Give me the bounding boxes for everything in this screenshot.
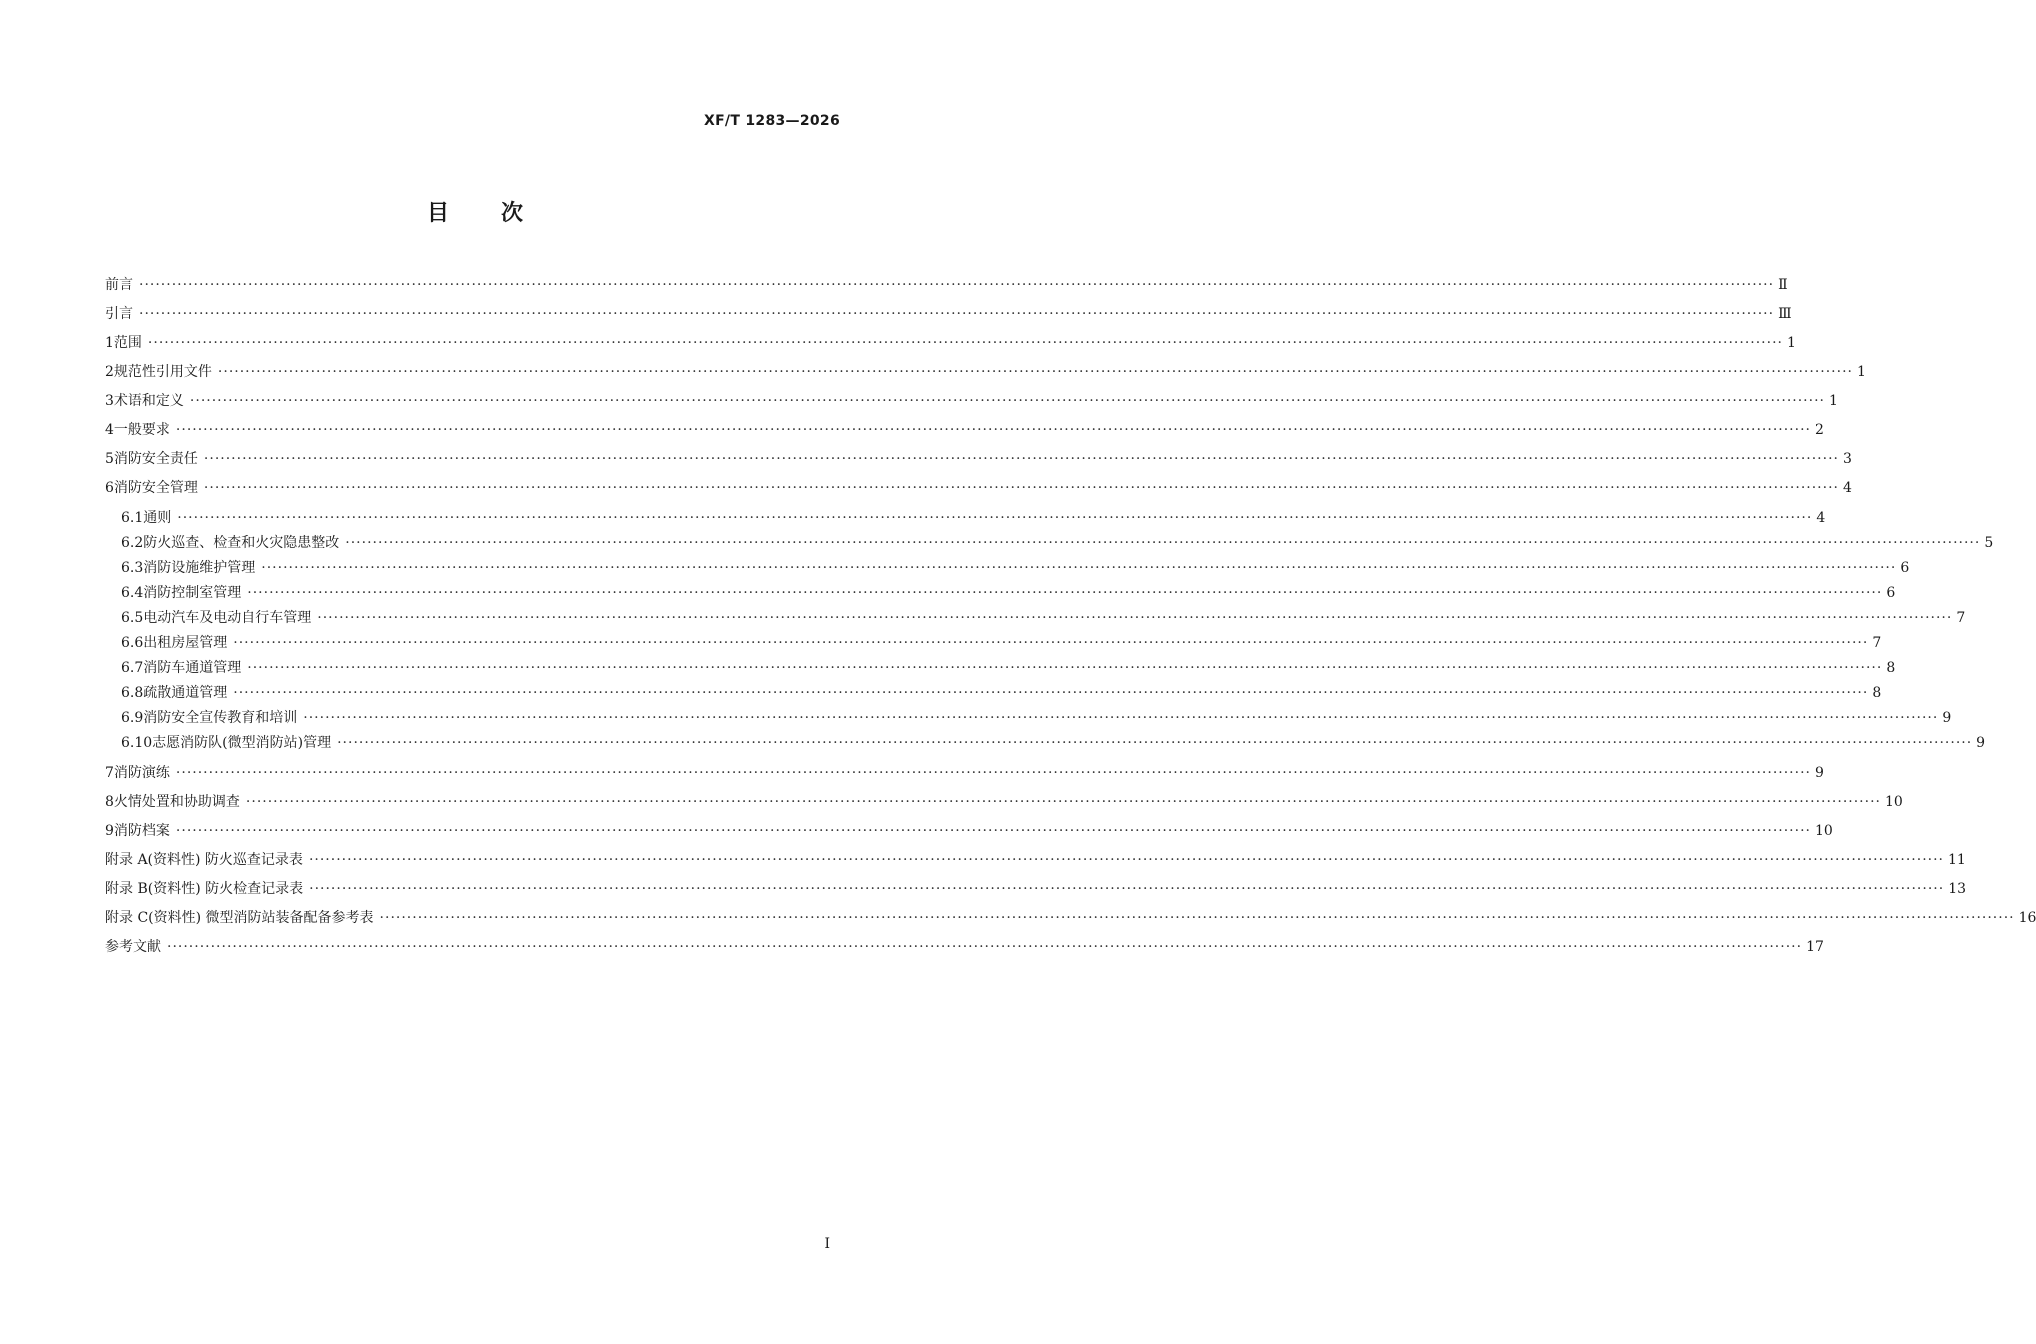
toc-entry-label: 消防控制室管理 [143, 585, 242, 601]
toc-entry-page: 4 [1816, 510, 1826, 526]
toc-entry-number: 4 [105, 422, 114, 438]
toc-entry-number: 9 [105, 823, 114, 839]
toc-dot-leader: ············································································································································································································································································································ [379, 910, 2015, 926]
toc-entry[interactable] [105, 362, 1866, 382]
toc-entry[interactable] [105, 420, 1824, 440]
toc-entry[interactable] [105, 937, 1824, 957]
toc-entry-label: 火情处置和协助调查 [113, 794, 240, 810]
toc-entry-page: 1 [1856, 364, 1866, 380]
toc-dot-leader: ············································································································································································································································································································ [345, 535, 1981, 551]
toc-entry-page: 13 [1948, 881, 1967, 897]
toc-dot-leader: ············································································································································································································································································································ [233, 635, 1869, 651]
toc-entry[interactable] [121, 733, 1986, 753]
toc-dot-leader: ············································································································································································································································································································ [175, 765, 1811, 781]
toc-entry-number: 6.3 [121, 560, 144, 576]
toc-entry-page: 8 [1886, 660, 1896, 676]
toc-dot-leader: ············································································································································································································································································································ [175, 422, 1811, 438]
toc-dot-leader: ············································································································································································································································································································ [203, 480, 1839, 496]
toc-entry-page: 7 [1956, 610, 1966, 626]
toc-entry-number: 8 [105, 794, 114, 810]
toc-dot-leader: ············································································································································································································································································································ [167, 939, 1803, 955]
toc-entry-page: 5 [1984, 535, 1994, 551]
title-char-1: 目 [426, 201, 449, 226]
toc-dot-leader: ············································································································································································································································································································ [317, 610, 1953, 626]
toc-entry-number: 1 [105, 335, 114, 351]
toc-entry-page: 7 [1872, 635, 1882, 651]
toc-entry-label: 一般要求 [113, 422, 170, 438]
toc-dot-leader: ············································································································································································································································································································ [139, 277, 1775, 293]
toc-entry-label: 防火巡查、检查和火灾隐患整改 [143, 535, 340, 551]
toc-entry[interactable] [105, 391, 1838, 411]
toc-entry-page: 17 [1806, 939, 1824, 955]
toc-entry-number: 6.2 [121, 535, 144, 551]
toc-dot-leader: ············································································································································································································································································································ [247, 660, 1883, 676]
toc-dot-leader: ············································································································································································································································································································ [308, 852, 1944, 868]
toc-dot-leader: ············································································································································································································································································································ [189, 393, 1825, 409]
toc-entry-page: 4 [1842, 480, 1852, 496]
toc-entry-label: 附录 A(资料性) 防火巡查记录表 [105, 852, 303, 868]
toc-dot-leader: ············································································································································································································································································································ [177, 510, 1813, 526]
toc-entry-label: 通则 [143, 510, 172, 526]
toc-entry-label: 疏散通道管理 [143, 685, 228, 701]
toc-entry[interactable] [121, 683, 1882, 703]
toc-entry[interactable] [105, 908, 2036, 928]
toc-entry-page: 1 [1828, 393, 1838, 409]
toc-dot-leader: ············································································································································································································································································································ [147, 335, 1783, 351]
toc-entry-label: 出租房屋管理 [143, 635, 228, 651]
toc-entry-label: 志愿消防队(微型消防站)管理 [152, 735, 332, 751]
toc-entry[interactable] [121, 583, 1896, 603]
toc-dot-leader: ············································································································································································································································································································ [217, 364, 1853, 380]
toc-entry-page: Ⅲ [1778, 306, 1792, 322]
document-code: XF/T 1283—2026 [703, 113, 840, 129]
toc-entry[interactable] [105, 333, 1796, 353]
toc-entry-number: 6.10 [121, 735, 153, 751]
toc-entry-page: 9 [1976, 735, 1986, 751]
toc-entry-label: 规范性引用文件 [113, 364, 212, 380]
toc-entry-number: 7 [105, 765, 114, 781]
toc-entry-page: 1 [1786, 335, 1796, 351]
toc-entry-label: 消防档案 [113, 823, 170, 839]
toc-entry-number: 2 [105, 364, 114, 380]
toc-entry[interactable] [121, 633, 1882, 653]
toc-entry-label: 范围 [113, 335, 142, 351]
toc-entry[interactable] [121, 708, 1952, 728]
toc-entry-label: 消防设施维护管理 [143, 560, 256, 576]
toc-entry-number: 6.6 [121, 635, 144, 651]
toc-entry-page: 8 [1872, 685, 1882, 701]
toc-entry-label: 消防演练 [113, 765, 170, 781]
toc-entry-number: 6.7 [121, 660, 144, 676]
toc-entry-page: 9 [1814, 765, 1824, 781]
page-title [0, 196, 950, 227]
toc-dot-leader: ············································································································································································································································································································ [247, 585, 1883, 601]
toc-dot-leader: ············································································································································································································································································································ [139, 306, 1775, 322]
toc-entry[interactable] [121, 533, 1994, 553]
page-number: I [824, 1236, 830, 1252]
toc-entry-page: 9 [1942, 710, 1952, 726]
toc-entry-page: 16 [2018, 910, 2036, 926]
toc-entry-number: 3 [105, 393, 114, 409]
toc-entry-number: 5 [105, 451, 114, 467]
toc-entry-label: 电动汽车及电动自行车管理 [143, 610, 312, 626]
toc-entry[interactable] [121, 508, 1826, 528]
toc-entry[interactable] [105, 478, 1852, 498]
toc-entry-label: 参考文献 [105, 939, 161, 955]
toc-entry-page: 6 [1886, 585, 1896, 601]
toc-entry-number: 6.4 [121, 585, 144, 601]
toc-entry[interactable] [121, 558, 1910, 578]
toc-entry-label: 术语和定义 [113, 393, 184, 409]
toc-entry-label: 消防车通道管理 [143, 660, 242, 676]
toc-entry-page: 6 [1900, 560, 1910, 576]
toc-dot-leader: ············································································································································································································································································································ [337, 735, 1973, 751]
toc-entry[interactable] [121, 608, 1966, 628]
toc-entry[interactable] [105, 449, 1852, 469]
toc-entry-label: 消防安全责任 [113, 451, 198, 467]
toc-entry[interactable] [121, 658, 1896, 678]
toc-entry-page: Ⅱ [1778, 277, 1788, 293]
toc-entry-label: 消防安全管理 [113, 480, 198, 496]
toc-entry-label: 引言 [105, 306, 133, 322]
toc-entry-number: 6 [105, 480, 114, 496]
toc-entry-page: 10 [1814, 823, 1833, 839]
toc-entry[interactable] [105, 792, 1903, 812]
toc-entry[interactable] [105, 763, 1824, 783]
toc-entry[interactable] [105, 304, 1792, 324]
toc-entry-label: 消防安全宣传教育和培训 [143, 710, 298, 726]
toc-dot-leader: ············································································································································································································································································································ [245, 794, 1881, 810]
toc-entry-page: 10 [1884, 794, 1903, 810]
toc-entry-number: 6.5 [121, 610, 144, 626]
toc-entry-number: 6.9 [121, 710, 144, 726]
toc-entry[interactable] [105, 850, 1966, 870]
toc-entry-page: 2 [1814, 422, 1824, 438]
toc-dot-leader: ············································································································································································································································································································ [261, 560, 1897, 576]
toc-entry-label: 附录 B(资料性) 防火检查记录表 [105, 881, 304, 897]
toc-dot-leader: ············································································································································································································································································································ [303, 710, 1939, 726]
toc-entry-label: 附录 C(资料性) 微型消防站装备配备参考表 [105, 910, 374, 926]
toc-entry[interactable] [105, 275, 1788, 295]
toc-dot-leader: ············································································································································································································································································································ [203, 451, 1839, 467]
toc-entry[interactable] [105, 821, 1833, 841]
toc-dot-leader: ············································································································································································································································································································ [309, 881, 1945, 897]
title-char-2: 次 [501, 201, 524, 226]
toc-entry[interactable] [105, 879, 1967, 899]
toc-entry-label: 前言 [105, 277, 133, 293]
toc-dot-leader: ············································································································································································································································································································ [175, 823, 1811, 839]
toc-entry-page: 3 [1842, 451, 1852, 467]
toc-entry-number: 6.1 [121, 510, 144, 526]
toc-entry-page: 11 [1948, 852, 1966, 868]
toc-entry-number: 6.8 [121, 685, 144, 701]
toc-dot-leader: ············································································································································································································································································································ [233, 685, 1869, 701]
